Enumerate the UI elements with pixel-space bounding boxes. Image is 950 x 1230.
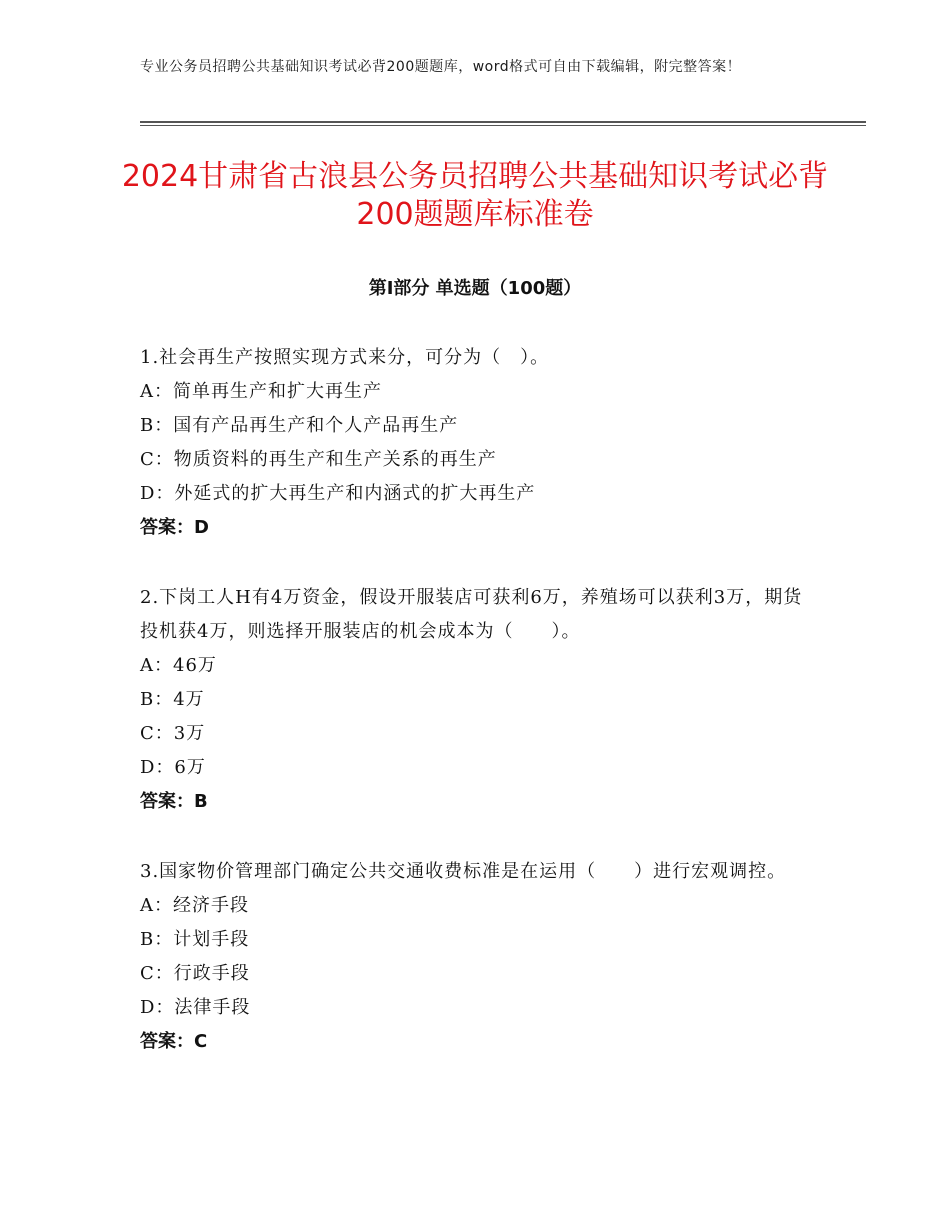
option-d: D：外延式的扩大再生产和内涵式的扩大再生产 — [140, 483, 536, 504]
option-b: B：4万 — [140, 689, 205, 710]
option-a: A：经济手段 — [140, 895, 249, 916]
option-c: C：3万 — [140, 723, 206, 744]
answer: 答案：C — [140, 1031, 208, 1052]
header-rule-thick — [140, 121, 866, 123]
section-title: 第Ⅰ部分 单选题（100题） — [368, 278, 582, 299]
option-b: B：计划手段 — [140, 929, 250, 950]
option-d: D：6万 — [140, 757, 206, 778]
question-stem: 1.社会再生产按照实现方式来分，可分为（ ）。 — [140, 347, 550, 368]
header-note: 专业公务员招聘公共基础知识考试必背200题题库，word格式可自由下载编辑，附完整答案！ — [140, 59, 742, 75]
answer: 答案：D — [140, 517, 209, 538]
question-2 — [140, 581, 820, 819]
question-3 — [140, 855, 820, 1059]
question-stem: 3.国家物价管理部门确定公共交通收费标准是在运用（ ）进行宏观调控。 — [140, 861, 787, 882]
option-b: B：国有产品再生产和个人产品再生产 — [140, 415, 459, 436]
option-a: A：46万 — [140, 655, 217, 676]
option-a: A：简单再生产和扩大再生产 — [140, 381, 382, 402]
header-rule-thin — [140, 125, 866, 126]
option-c: C：物质资料的再生产和生产关系的再生产 — [140, 449, 497, 470]
option-d: D：法律手段 — [140, 997, 251, 1018]
document-title: 2024甘肃省古浪县公务员招聘公共基础知识考试必背200题题库标准卷 — [121, 159, 829, 232]
question-stem: 2.下岗工人H有4万资金，假设开服装店可获利6万，养殖场可以获利3万，期货投机获4万，则选择开服装店的机会成本为（ ）。 — [140, 587, 803, 642]
option-c: C：行政手段 — [140, 963, 250, 984]
answer: 答案：B — [140, 791, 208, 812]
question-1 — [140, 341, 820, 545]
